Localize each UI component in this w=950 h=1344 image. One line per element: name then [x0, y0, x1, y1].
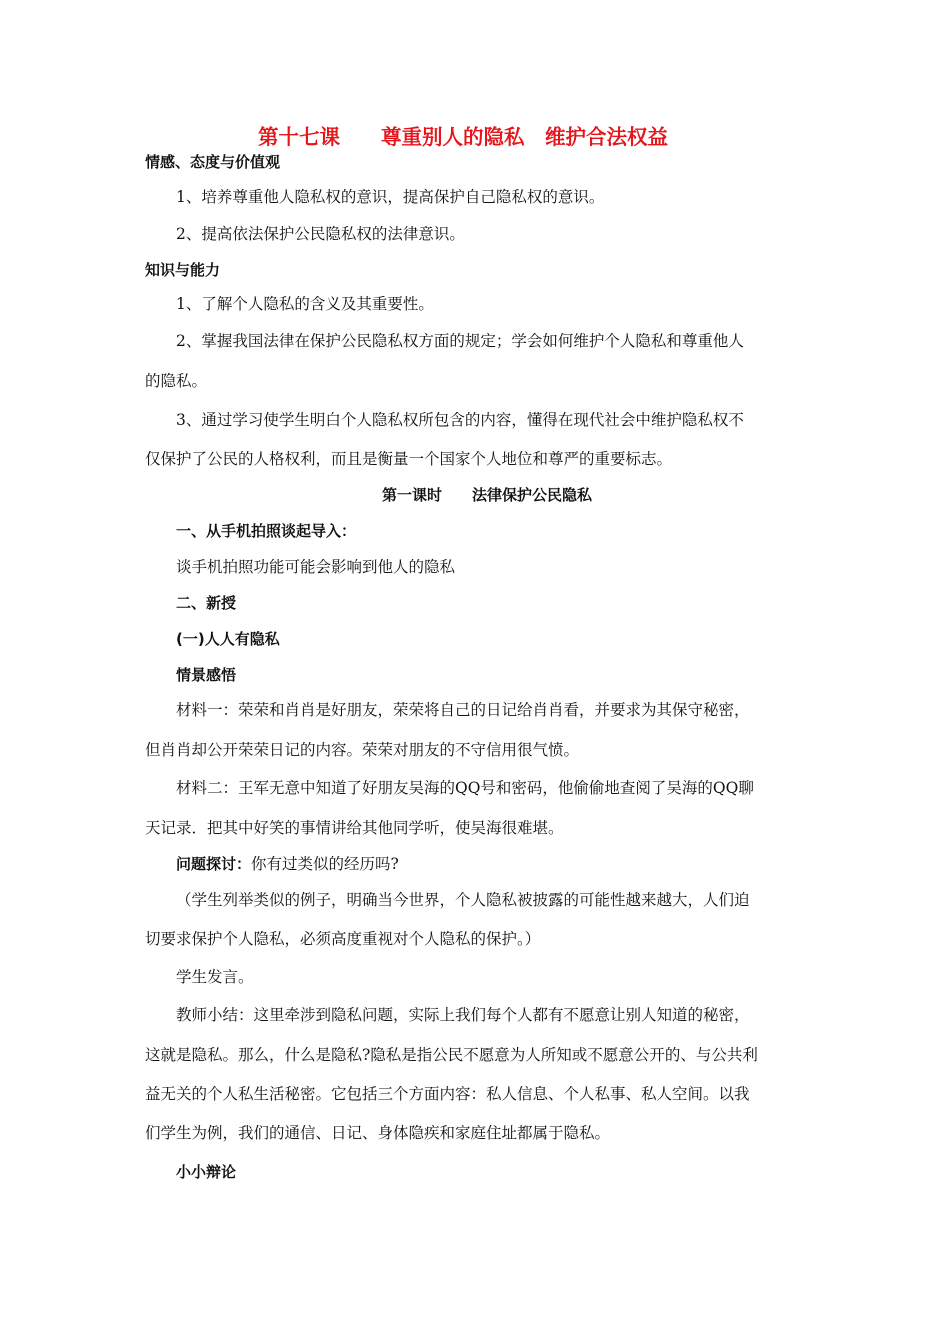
note-line-1: （学生列举类似的例子，明确当今世界，个人隐私被披露的可能性越来越大，人们迫	[176, 891, 750, 909]
emotion-item-1: 1、培养尊重他人隐私权的意识，提高保护自己隐私权的意识。	[176, 188, 605, 206]
summary-line-4: 们学生为例，我们的通信、日记、身体隐疾和家庭住址都属于隐私。	[145, 1124, 611, 1142]
scene-heading: 情景感悟	[176, 666, 237, 684]
question-label: 问题探讨：	[176, 855, 252, 873]
summary-line-2: 这就是隐私。那么，什么是隐私?隐私是指公民不愿意为人所知或不愿意公开的、与公共利	[145, 1046, 758, 1064]
document-title: 第十七课 尊重别人的隐私 维护合法权益	[258, 125, 668, 149]
debate-heading: 小小辩论	[176, 1163, 237, 1181]
knowledge-item-2-line-1: 2、掌握我国法律在保护公民隐私权方面的规定；学会如何维护个人隐私和尊重他人	[176, 332, 744, 350]
knowledge-item-3-line-1: 3、通过学习使学生明白个人隐私权所包含的内容，懂得在现代社会中维护隐私权不	[176, 411, 744, 429]
material-1-line-1: 材料一：荣荣和肖肖是好朋友，荣荣将自己的日记给肖肖看，并要求为其保守秘密，	[176, 701, 750, 719]
knowledge-item-3-line-2: 仅保护了公民的人格权利，而且是衡量一个国家个人地位和尊严的重要标志。	[145, 450, 673, 468]
section-heading-privacy: (一)人人有隐私	[176, 630, 280, 648]
heading-knowledge: 知识与能力	[145, 261, 221, 279]
material-2-line-1: 材料二：王军无意中知道了好朋友吴海的QQ号和密码，他偷偷地查阅了吴海的QQ聊	[176, 779, 754, 797]
emotion-item-2: 2、提高依法保护公民隐私权的法律意识。	[176, 225, 465, 243]
new-lesson-heading: 二、新授	[176, 594, 237, 612]
material-1-line-2: 但肖肖却公开荣荣日记的内容。荣荣对朋友的不守信用很气愤。	[145, 741, 580, 759]
intro-text: 谈手机拍照功能可能会影响到他人的隐私	[176, 558, 456, 576]
lesson-subtitle: 第一课时 法律保护公民隐私	[382, 486, 593, 504]
student-speak: 学生发言。	[176, 968, 254, 986]
knowledge-item-2-line-2: 的隐私。	[145, 372, 208, 390]
summary-line-3: 益无关的个人私生活秘密。它包括三个方面内容：私人信息、个人私事、私人空间。以我	[145, 1085, 750, 1103]
intro-heading: 一、从手机拍照谈起导入：	[176, 522, 357, 540]
summary-line-1: 教师小结：这里牵涉到隐私问题，实际上我们每个人都有不愿意让别人知道的秘密，	[176, 1006, 750, 1024]
note-line-2: 切要求保护个人隐私，必须高度重视对个人隐私的保护。）	[145, 930, 541, 948]
knowledge-item-1: 1、了解个人隐私的含义及其重要性。	[176, 295, 434, 313]
question-text: 你有过类似的经历吗?	[251, 855, 399, 873]
heading-emotion: 情感、态度与价值观	[145, 153, 281, 171]
question-line	[176, 857, 399, 873]
material-2-line-2: 天记录．把其中好笑的事情讲给其他同学听，使吴海很难堪。	[145, 819, 564, 837]
